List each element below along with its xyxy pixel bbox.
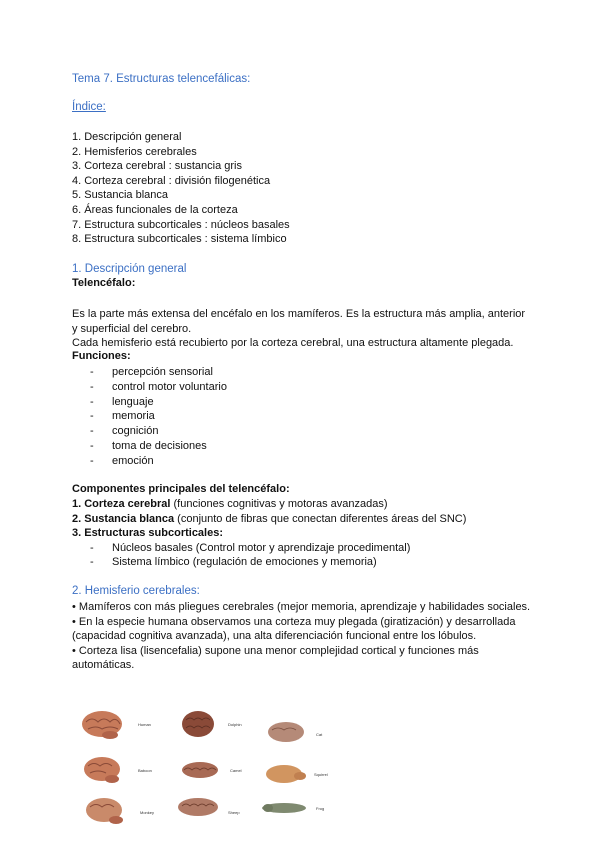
- brain-label: Squirrel: [314, 772, 328, 777]
- brain-label: Camel: [230, 768, 242, 773]
- component-item: [72, 512, 542, 527]
- function-item: - emoción: [90, 454, 227, 469]
- function-item: - control motor voluntario: [90, 380, 227, 395]
- subcortical-list: [72, 541, 542, 570]
- components-heading: Componentes principales del telencéfalo:: [72, 483, 290, 495]
- index-item: 4. Corteza cerebral : división filogenética: [72, 174, 271, 187]
- component-title: 3. Estructuras subcorticales:: [72, 527, 224, 540]
- function-item: - percepción sensorial: [90, 365, 227, 380]
- brain-label: Human: [138, 722, 151, 727]
- brain-label: Frog: [316, 806, 325, 811]
- functions-list: [90, 365, 227, 469]
- brain-camel: [182, 762, 242, 778]
- functions-heading: Funciones:: [72, 350, 131, 362]
- components-list: [72, 497, 542, 570]
- section1-subheading: Telencéfalo:: [72, 277, 136, 289]
- index-heading: Índice:: [72, 101, 106, 113]
- brain-comparison-figure: [78, 702, 348, 832]
- function-item: - lenguaje: [90, 395, 227, 410]
- paragraph: Cada hemisferio está recubierto por la corteza cerebral, una estructura altamente plegada.: [72, 337, 514, 350]
- component-desc: (conjunto de fibras que conectan diferentes áreas del SNC): [174, 512, 467, 525]
- index-item: 3. Corteza cerebral : sustancia gris: [72, 160, 242, 173]
- brain-cat: [268, 722, 323, 742]
- section1-heading: 1. Descripción general: [72, 263, 187, 275]
- section1-paragraphs: [72, 307, 532, 351]
- paragraph: Es la parte más extensa del encéfalo en los mamíferos. Es la estructura más amplia, anterior y superficial del cerebro.: [72, 308, 526, 335]
- brain-label: Dolphin: [228, 722, 242, 727]
- section2-bullets: [72, 600, 534, 673]
- brain-sheep: [178, 798, 240, 816]
- component-desc: (funciones cognitivas y motoras avanzadas): [170, 498, 388, 510]
- component-title: 1. Corteza cerebral: [72, 498, 171, 510]
- bullet-item: • Corteza lisa (lisencefalia) supone una menor complejidad cortical y funciones más automáticas.: [72, 644, 479, 672]
- brain-frog: [262, 803, 324, 813]
- index-item: 8. Estructura subcorticales : sistema límbico: [72, 233, 287, 246]
- component-title: 2. Sustancia blanca: [72, 512, 175, 525]
- component-item: [72, 497, 542, 512]
- brain-label: Baboon: [138, 768, 152, 773]
- function-item: - toma de decisiones: [90, 439, 227, 454]
- component-item: [72, 526, 542, 541]
- index-item: 5. Sustancia blanca: [72, 189, 169, 202]
- brain-label: Monkey: [140, 810, 155, 815]
- brain-dolphin: [182, 711, 242, 737]
- brain-monkey: [86, 798, 154, 824]
- brain-squirrel: [266, 765, 328, 783]
- brain-human: [82, 711, 151, 739]
- brain-label: Sheep: [228, 810, 240, 815]
- section2-heading: 2. Hemisferio cerebrales:: [72, 585, 200, 597]
- brain-baboon: [84, 757, 152, 783]
- document-title: Tema 7. Estructuras telencefálicas:: [72, 73, 251, 85]
- index-item: 2. Hemisferios cerebrales: [72, 145, 197, 158]
- index-item: 6. Áreas funcionales de la corteza: [72, 203, 238, 216]
- brain-label: Cat: [316, 732, 323, 737]
- bullet-item: • En la especie humana observamos una corteza muy plegada (giratización) y desarrollada (capacidad cognitiva avanzada), una alta diferenciación funcional entre los lóbulos.: [72, 615, 516, 643]
- index-list: [72, 130, 290, 247]
- index-item: 1. Descripción general: [72, 131, 182, 143]
- subcortical-item: - Núcleos basales (Control motor y aprendizaje procedimental): [90, 541, 542, 556]
- function-item: - memoria: [90, 409, 227, 424]
- subcortical-item: - Sistema límbico (regulación de emociones y memoria): [90, 555, 542, 570]
- index-item: 7. Estructura subcorticales : núcleos basales: [72, 218, 290, 231]
- bullet-item: • Mamíferos con más pliegues cerebrales (mejor memoria, aprendizaje y habilidades sociales.: [72, 601, 531, 613]
- function-item: - cognición: [90, 424, 227, 439]
